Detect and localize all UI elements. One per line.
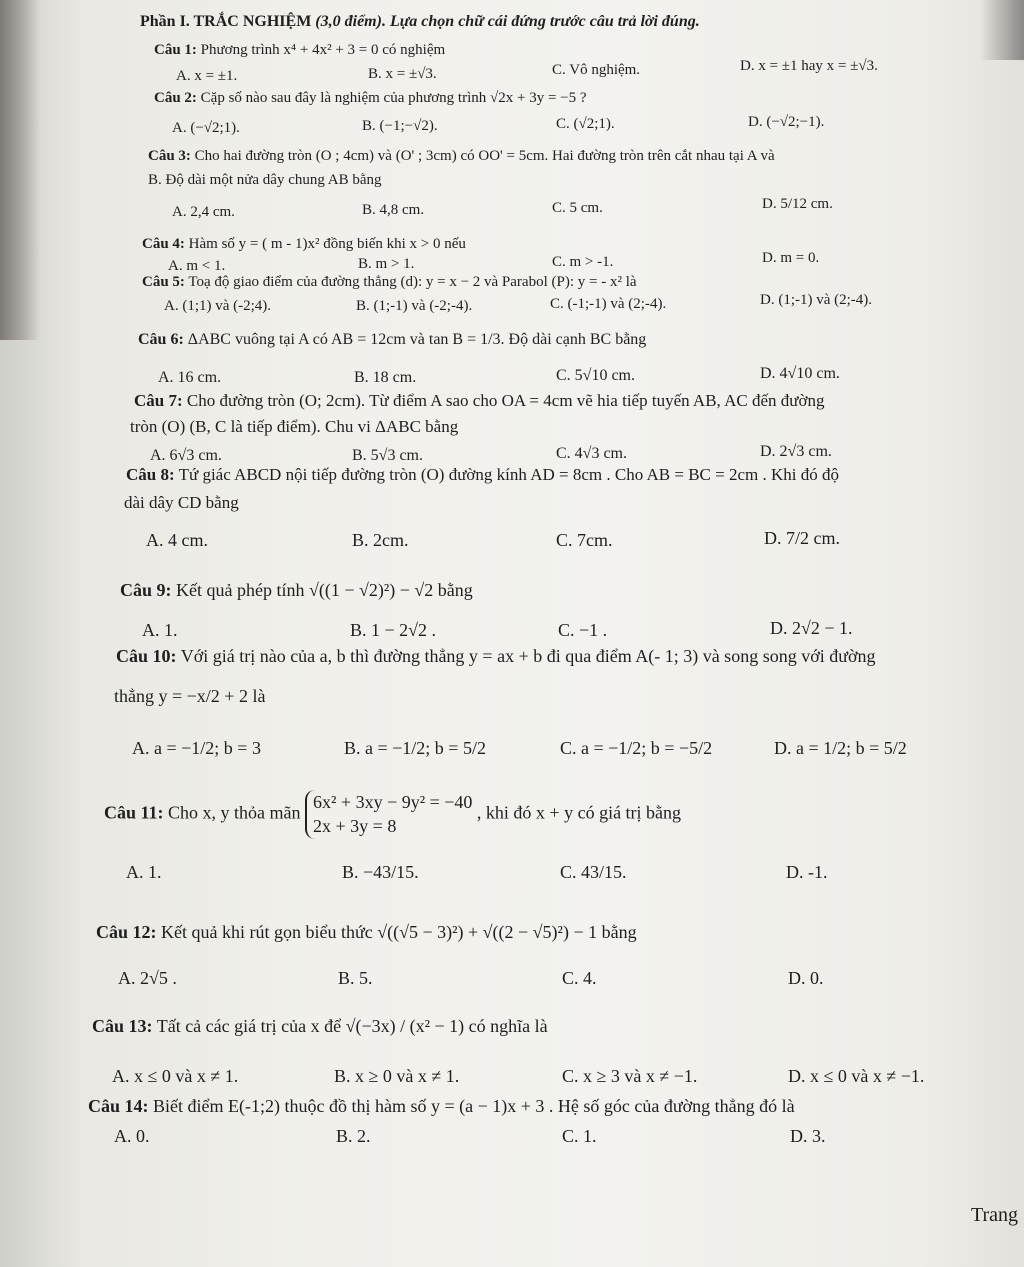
question-13 [92,1014,548,1038]
question-14 [88,1094,795,1118]
option-b[interactable]: B. x = ±√3. [368,66,437,82]
option-c[interactable]: C. 4. [562,968,597,988]
page-shadow-left [0,0,40,340]
option-c[interactable]: C. 5 cm. [552,200,603,216]
option-c[interactable]: C. 5√10 cm. [556,367,635,384]
question-text: Biết điểm E(-1;2) thuộc đồ thị hàm số y = (a − 1)x + 3 . Hệ số góc của đường thẳng đó là [153,1096,795,1116]
question-text: Tứ giác ABCD nội tiếp đường tròn (O) đường kính AD = 8cm . Cho AB = BC = 2cm . Khi đó độ [178,465,840,484]
question-1 [154,40,445,60]
option-d[interactable]: D. 7/2 cm. [764,528,840,548]
question-text: Kết quả phép tính √((1 − √2)²) − √2 bằng [176,580,473,600]
question-11 [104,790,681,839]
question-label: Câu 7: [134,391,183,410]
option-b[interactable]: B. (1;-1) và (-2;-4). [356,298,473,314]
option-b[interactable]: B. 18 cm. [354,369,417,386]
question-text: Tất cả các giá trị của x để √(−3x) / (x² − 1) có nghĩa là [156,1016,548,1036]
option-a[interactable]: A. m < 1. [168,258,226,274]
question-text: Hàm số y = ( m - 1)x² đồng biến khi x > 0 nếu [188,236,466,252]
option-c[interactable]: C. 1. [562,1126,597,1146]
question-label: Câu 4: [142,236,185,252]
question-3-continued: B. Độ dài một nửa dây chung AB bằng [148,172,382,188]
option-b[interactable]: B. −43/15. [342,862,419,882]
question-text: Cặp số nào sau đây là nghiệm của phương trình √2x + 3y = −5 ? [200,90,587,106]
question-label: Câu 13: [92,1016,153,1036]
option-a[interactable]: A. x = ±1. [176,68,238,84]
option-a[interactable]: A. (−√2;1). [172,120,240,136]
question-8-continued: dài dây CD bằng [124,493,239,512]
option-a[interactable]: A. 6√3 cm. [150,447,222,464]
option-c[interactable]: C. 4√3 cm. [556,445,627,462]
question-text: ΔABC vuông tại A có AB = 12cm và tan B = 1/3. Độ dài cạnh BC bằng [187,331,647,348]
option-d[interactable]: D. 3. [790,1126,826,1146]
option-a[interactable]: A. a = −1/2; b = 3 [132,738,261,758]
question-label: Câu 1: [154,42,197,58]
option-a[interactable]: A. 16 cm. [158,369,222,386]
question-label: Câu 11: [104,802,164,823]
option-d[interactable]: D. (1;-1) và (2;-4). [760,292,873,308]
question-2 [154,88,587,108]
question-label: Câu 14: [88,1096,149,1116]
question-4 [142,234,466,254]
question-text: Phương trình x⁴ + 4x² + 3 = 0 có nghiệm [200,42,446,58]
question-label: Câu 9: [120,580,172,600]
option-c[interactable]: C. x ≥ 3 và x ≠ −1. [562,1066,698,1086]
question-10-continued: thẳng y = −x/2 + 2 là [114,686,266,706]
question-text: Với giá trị nào của a, b thì đường thẳng y = ax + b đi qua điểm A(- 1; 3) và song song với đường [180,646,876,666]
option-a[interactable]: A. 1. [126,862,162,882]
question-7-continued: tròn (O) (B, C là tiếp điểm). Chu vi ΔABC bằng [130,417,459,436]
equation-1: 6x² + 3xy − 9y² = −40 [313,792,473,812]
question-6 [138,330,646,350]
question-text-after: , khi đó x + y có giá trị bằng [476,802,682,823]
question-7 [134,390,824,412]
part-title: Phần I. TRẮC NGHIỆM [140,13,312,30]
option-c[interactable]: C. −1 . [558,620,608,640]
option-c[interactable]: C. 43/15. [560,862,627,882]
question-label: Câu 8: [126,465,175,484]
question-label: Câu 5: [142,274,185,290]
option-d[interactable]: D. a = 1/2; b = 5/2 [774,738,907,758]
question-5 [142,272,637,292]
part-note: (3,0 điểm). Lựa chọn chữ cái đứng trước câu trả lời đúng. [315,13,700,30]
option-b[interactable]: B. a = −1/2; b = 5/2 [344,738,486,758]
question-label: Câu 12: [96,922,157,942]
option-a[interactable]: A. 2√5 . [118,968,177,988]
option-c[interactable]: C. 7cm. [556,530,613,550]
question-text: Kết quả khi rút gọn biểu thức √((√5 − 3)²) + √((2 − √5)²) − 1 bằng [161,922,637,942]
question-label: Câu 3: [148,148,191,164]
option-b[interactable]: B. 5√3 cm. [352,447,423,464]
question-text: Toạ độ giao điểm của đường thẳng (d): y = x − 2 và Parabol (P): y = - x² là [188,274,637,290]
question-12 [96,920,637,944]
part-header [140,12,700,32]
option-a[interactable]: A. 4 cm. [146,530,208,550]
option-d[interactable]: D. -1. [786,862,828,882]
question-label: Câu 2: [154,90,197,106]
option-d[interactable]: D. m = 0. [762,250,820,266]
option-b[interactable]: B. 4,8 cm. [362,202,425,218]
option-d[interactable]: D. 2√2 − 1. [770,618,853,638]
question-text: Cho hai đường tròn (O ; 4cm) và (O' ; 3cm) có OO' = 5cm. Hai đường tròn trên cắt nhau tại A và [194,148,775,164]
option-d[interactable]: D. 2√3 cm. [760,443,832,460]
option-d[interactable]: D. 5/12 cm. [762,196,833,212]
question-text: Cho x, y thỏa mãn [168,802,301,823]
option-d[interactable]: D. x = ±1 hay x = ±√3. [740,58,878,74]
option-c[interactable]: C. (-1;-1) và (2;-4). [550,296,667,312]
option-b[interactable]: B. 1 − 2√2 . [350,620,437,640]
option-a[interactable]: A. (1;1) và (-2;4). [164,298,272,314]
option-c[interactable]: C. (√2;1). [556,116,615,132]
option-b[interactable]: B. (−1;−√2). [362,118,438,134]
question-label: Câu 6: [138,331,184,348]
question-text: Cho đường tròn (O; 2cm). Từ điểm A sao cho OA = 4cm vẽ hia tiếp tuyến AB, AC đến đường [186,391,825,410]
option-b[interactable]: B. m > 1. [358,256,415,272]
option-a[interactable]: A. x ≤ 0 và x ≠ 1. [112,1066,239,1086]
question-8 [126,464,839,486]
option-a[interactable]: A. 0. [114,1126,150,1146]
option-d[interactable]: D. 4√10 cm. [760,365,840,382]
option-d[interactable]: D. (−√2;−1). [748,114,825,130]
question-9 [120,578,473,602]
option-c[interactable]: C. Vô nghiệm. [552,62,641,78]
page-shadow-right [980,0,1024,60]
question-label: Câu 10: [116,646,177,666]
option-b[interactable]: B. 2cm. [352,530,409,550]
option-b[interactable]: B. 5. [338,968,373,988]
question-10 [116,644,876,668]
equation-system [305,790,472,839]
option-a[interactable]: A. 1. [142,620,178,640]
option-b[interactable]: B. 2. [336,1126,371,1146]
equation-2: 2x + 3y = 8 [313,816,397,837]
option-c[interactable]: C. a = −1/2; b = −5/2 [560,738,713,758]
option-c[interactable]: C. m > -1. [552,254,614,270]
option-b[interactable]: B. x ≥ 0 và x ≠ 1. [334,1066,460,1086]
option-d[interactable]: D. 0. [788,968,824,988]
page-footer-label: Trang [970,1204,1018,1226]
option-a[interactable]: A. 2,4 cm. [172,204,235,220]
question-3 [148,146,775,166]
option-d[interactable]: D. x ≤ 0 và x ≠ −1. [788,1066,925,1086]
